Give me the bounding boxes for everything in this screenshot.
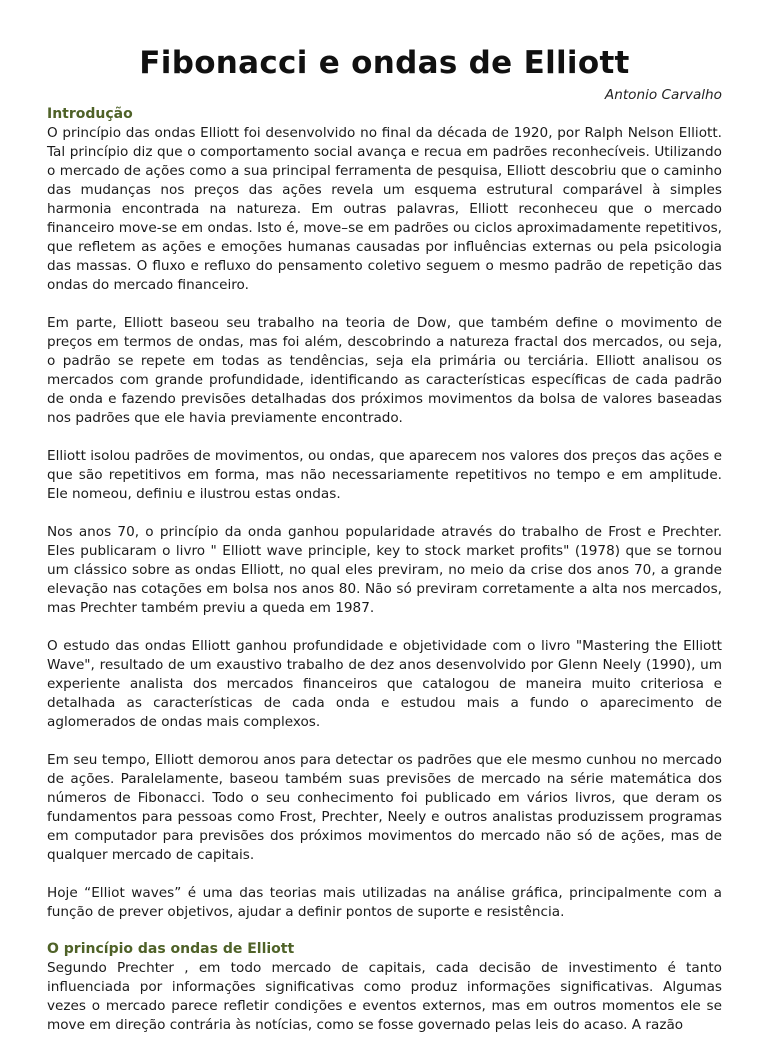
author-name: Antonio Carvalho	[604, 87, 722, 103]
document-page	[47, 0, 722, 1054]
paragraph: Em parte, Elliott baseou seu trabalho na teoria de Dow, que também define o movimento de preços em termos de ondas, mas foi além, descobrindo a natureza fractal dos mercados, ou seja, o padrão se repete em todas as tendências, seja ela primária ou terciária. Elliott analisou os mercados com grande profundidade, identificando as características específicas de cada padrão de onda e fazendo previsões detalhadas dos próximos movimentos da bolsa de valores baseadas nos padrões que ele havia previamente encontrado.	[47, 315, 722, 426]
paragraph: O princípio das ondas Elliott foi desenvolvido no final da década de 1920, por Ralph Nelson Elliott. Tal princípio diz que o comportamento social avança e recua em padrões reconhecíveis. Utilizando o mercado de ações como a sua principal ferramenta de pesquisa, Elliott descobriu que o caminho das mudanças nos preços das ações revela um esquema estrutural comparável à simples harmonia encontrada na natureza. Em outras palavras, Elliott reconheceu que o mercado financeiro move-se em ondas. Isto é, move–se em padrões ou ciclos aproximadamente repetitivos, que refletem as ações e emoções humanas causadas por influências externas ou pela psicologia das massas. O fluxo e refluxo do pensamento coletivo seguem o mesmo padrão de repetição das ondas do mercado financeiro.	[47, 125, 722, 293]
paragraph: Elliott isolou padrões de movimentos, ou ondas, que aparecem nos valores dos preços das ações e que são repetitivos em forma, mas não necessariamente repetitivos no tempo e em amplitude. Ele nomeou, definiu e ilustrou estas ondas.	[47, 448, 722, 502]
section-heading-principio: O princípio das ondas de Elliott	[47, 941, 295, 957]
paragraph: Nos anos 70, o princípio da onda ganhou popularidade através do trabalho de Frost e Prechter. Eles publicaram o livro " Elliott wave principle, key to stock market profits" (1978) que se tornou um clássico sobre as ondas Elliott, no qual eles previram, no meio da crise dos anos 70, a grande elevação nas cotações em bolsa nos anos 80. Não só previram corretamente a alta nos mercados, mas Prechter também previu a queda em 1987.	[47, 524, 722, 616]
paragraph: O estudo das ondas Elliott ganhou profundidade e objetividade com o livro "Mastering the Elliott Wave", resultado de um exaustivo trabalho de dez anos desenvolvido por Glenn Neely (1990), um experiente analista dos mercados financeiros que catalogou de maneira muito criteriosa e detalhada as características de cada onda e estudou mais a fundo o aparecimento de aglomerados de ondas mais complexos.	[47, 638, 722, 730]
paragraph: Hoje “Elliot waves” é uma das teorias mais utilizadas na análise gráfica, principalmente com a função de prever objetivos, ajudar a definir pontos de suporte e resistência.	[47, 885, 722, 920]
document-title: Fibonacci e ondas de Elliott	[139, 45, 630, 81]
section-heading-introducao: Introdução	[47, 106, 133, 122]
paragraph: Em seu tempo, Elliott demorou anos para detectar os padrões que ele mesmo cunhou no mercado de ações. Paralelamente, baseou também suas previsões de mercado na série matemática dos números de Fibonacci. Todo o seu conhecimento foi publicado em vários livros, que deram os fundamentos para pessoas como Frost, Prechter, Neely e outros analistas produzissem programas em computador para previsões dos próximos movimentos do mercado não só de ações, mas de qualquer mercado de capitais.	[47, 752, 722, 863]
paragraph: Segundo Prechter , em todo mercado de capitais, cada decisão de investimento é tanto influenciada por informações significativas como produz informações significativas. Algumas vezes o mercado parece refletir condições e eventos externos, mas em outros momentos ele se move em direção contrária às notícias, como se fosse governado pelas leis do acaso. A razão	[47, 960, 722, 1033]
